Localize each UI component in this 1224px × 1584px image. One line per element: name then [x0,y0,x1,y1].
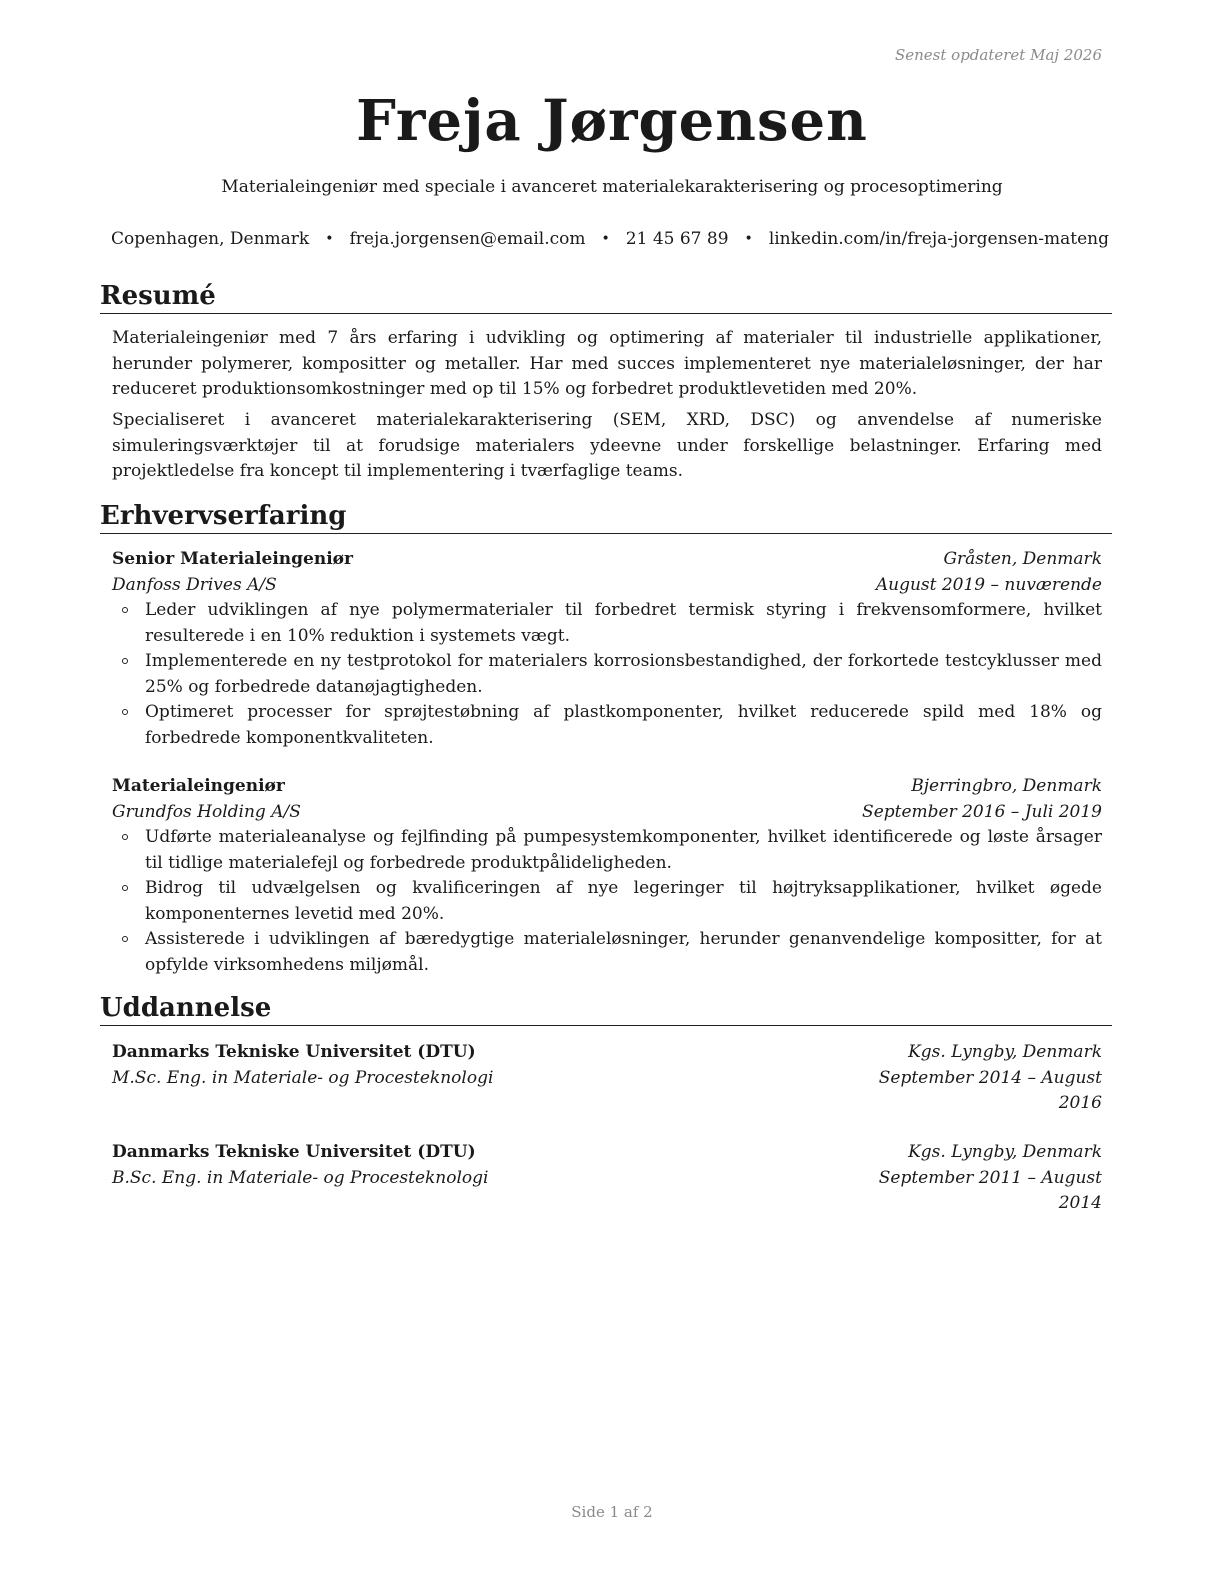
school-location: Kgs. Lyngby, Denmark [908,1142,1102,1162]
education-dates: September 2014 – August 2016 [878,1067,1102,1113]
tagline: Materialeingeniør med speciale i avanceret materialekarakterisering og procesoptimering [221,177,1003,197]
circle-bullet-icon [122,658,128,664]
list-item [112,927,1102,978]
bullet-separator: • [601,231,610,247]
list-item [112,700,1102,751]
job-location: Bjerringbro, Denmark [911,776,1102,796]
list-item [112,598,1102,649]
summary-paragraph: Specialiseret i avanceret materialekarakterisering (SEM, XRD, DSC) og anvendelse af numeriske simuleringsværktøjer til at forudsige materialers ydeevne under forskellige belastninger. Erfaring med projektledelse fra koncept til implementering i tværfaglige teams. [112,410,1102,481]
bullet-text: Assisterede i udviklingen af bæredygtige materialeløsninger, herunder genanvendelige kompositter, for at opfylde virksomhedens miljømål. [145,929,1102,975]
bullet-separator: • [325,231,334,247]
bullet-text: Implementerede en ny testprotokol for materialers korrosionsbestandighed, der forkortede testcyklusser med 25% og forbedrede datanøjagtigheden. [145,651,1102,697]
last-updated: Senest opdateret Maj 2026 [894,46,1102,64]
contact-location: Copenhagen, Denmark [110,229,310,249]
page-number: Side 1 af 2 [571,1503,653,1521]
section-title-experience: Erhvervserfaring [100,501,1112,534]
education-dates: September 2011 – August 2014 [878,1167,1102,1213]
summary-paragraph: Materialeingeniør med 7 års erfaring i udvikling og optimering af materialer til industrielle applikationer, herunder polymerer, kompositter og metaller. Har med succes implementeret nye materialeløsninger, der har reduceret produktionsomkostninger med op til 15% og forbedret produktlevetiden med 20%. [112,328,1102,399]
contact-email[interactable]: freja.jorgensen@email.com [349,229,586,249]
bullet-text: Leder udviklingen af nye polymermaterialer til forbedret termisk styring i frekvensomformere, hvilket resulterede i en 10% reduktion i systemets vægt. [145,600,1102,646]
section-title-summary: Resumé [100,281,1112,314]
circle-bullet-icon [122,834,128,840]
bullet-text: Bidrog til udvælgelsen og kvalificeringen af nye legeringer til højtryksapplikationer, hvilket øgede komponenternes levetid med 20%. [145,878,1102,924]
list-item [112,876,1102,927]
education-entry [112,1140,1102,1217]
bullet-text: Optimeret processer for sprøjtestøbning af plastkomponenter, hvilket reducerede spild med 18% og forbedrede komponentkvaliteten. [145,702,1102,748]
job-entry [112,774,1102,978]
job-role: Materialeingeniør [112,776,285,796]
job-company: Danfoss Drives A/S [112,574,277,595]
list-item [112,649,1102,700]
list-item [112,825,1102,876]
school-name: Danmarks Tekniske Universitet (DTU) [112,1142,476,1162]
job-bullets [112,825,1102,978]
candidate-name: Freja Jørgensen [356,88,868,154]
job-dates: August 2019 – nuværende [875,574,1102,595]
job-bullets [112,598,1102,751]
job-role: Senior Materialeingeniør [112,549,353,569]
circle-bullet-icon [122,607,128,613]
degree: M.Sc. Eng. in Materiale- og Procesteknologi [112,1067,494,1088]
circle-bullet-icon [122,709,128,715]
circle-bullet-icon [122,936,128,942]
contact-linkedin[interactable]: linkedin.com/in/freja-jorgensen-mateng [768,229,1109,249]
bullet-text: Udførte materialeanalyse og fejlfinding på pumpesystemkomponenter, hvilket identificerede og løste årsager til tidlige materialefejl og forbedrede produktpålideligheden. [145,827,1102,873]
contact-phone[interactable]: 21 45 67 89 [625,229,729,249]
bullet-separator: • [744,231,753,247]
job-location: Gråsten, Denmark [943,549,1102,569]
section-title-education: Uddannelse [100,993,1112,1026]
contact-line [100,229,1120,249]
job-entry [112,547,1102,751]
circle-bullet-icon [122,885,128,891]
education-entry [112,1040,1102,1117]
school-name: Danmarks Tekniske Universitet (DTU) [112,1042,476,1062]
job-company: Grundfos Holding A/S [112,801,301,822]
degree: B.Sc. Eng. in Materiale- og Procesteknologi [112,1167,489,1188]
job-dates: September 2016 – Juli 2019 [862,801,1102,822]
school-location: Kgs. Lyngby, Denmark [908,1042,1102,1062]
